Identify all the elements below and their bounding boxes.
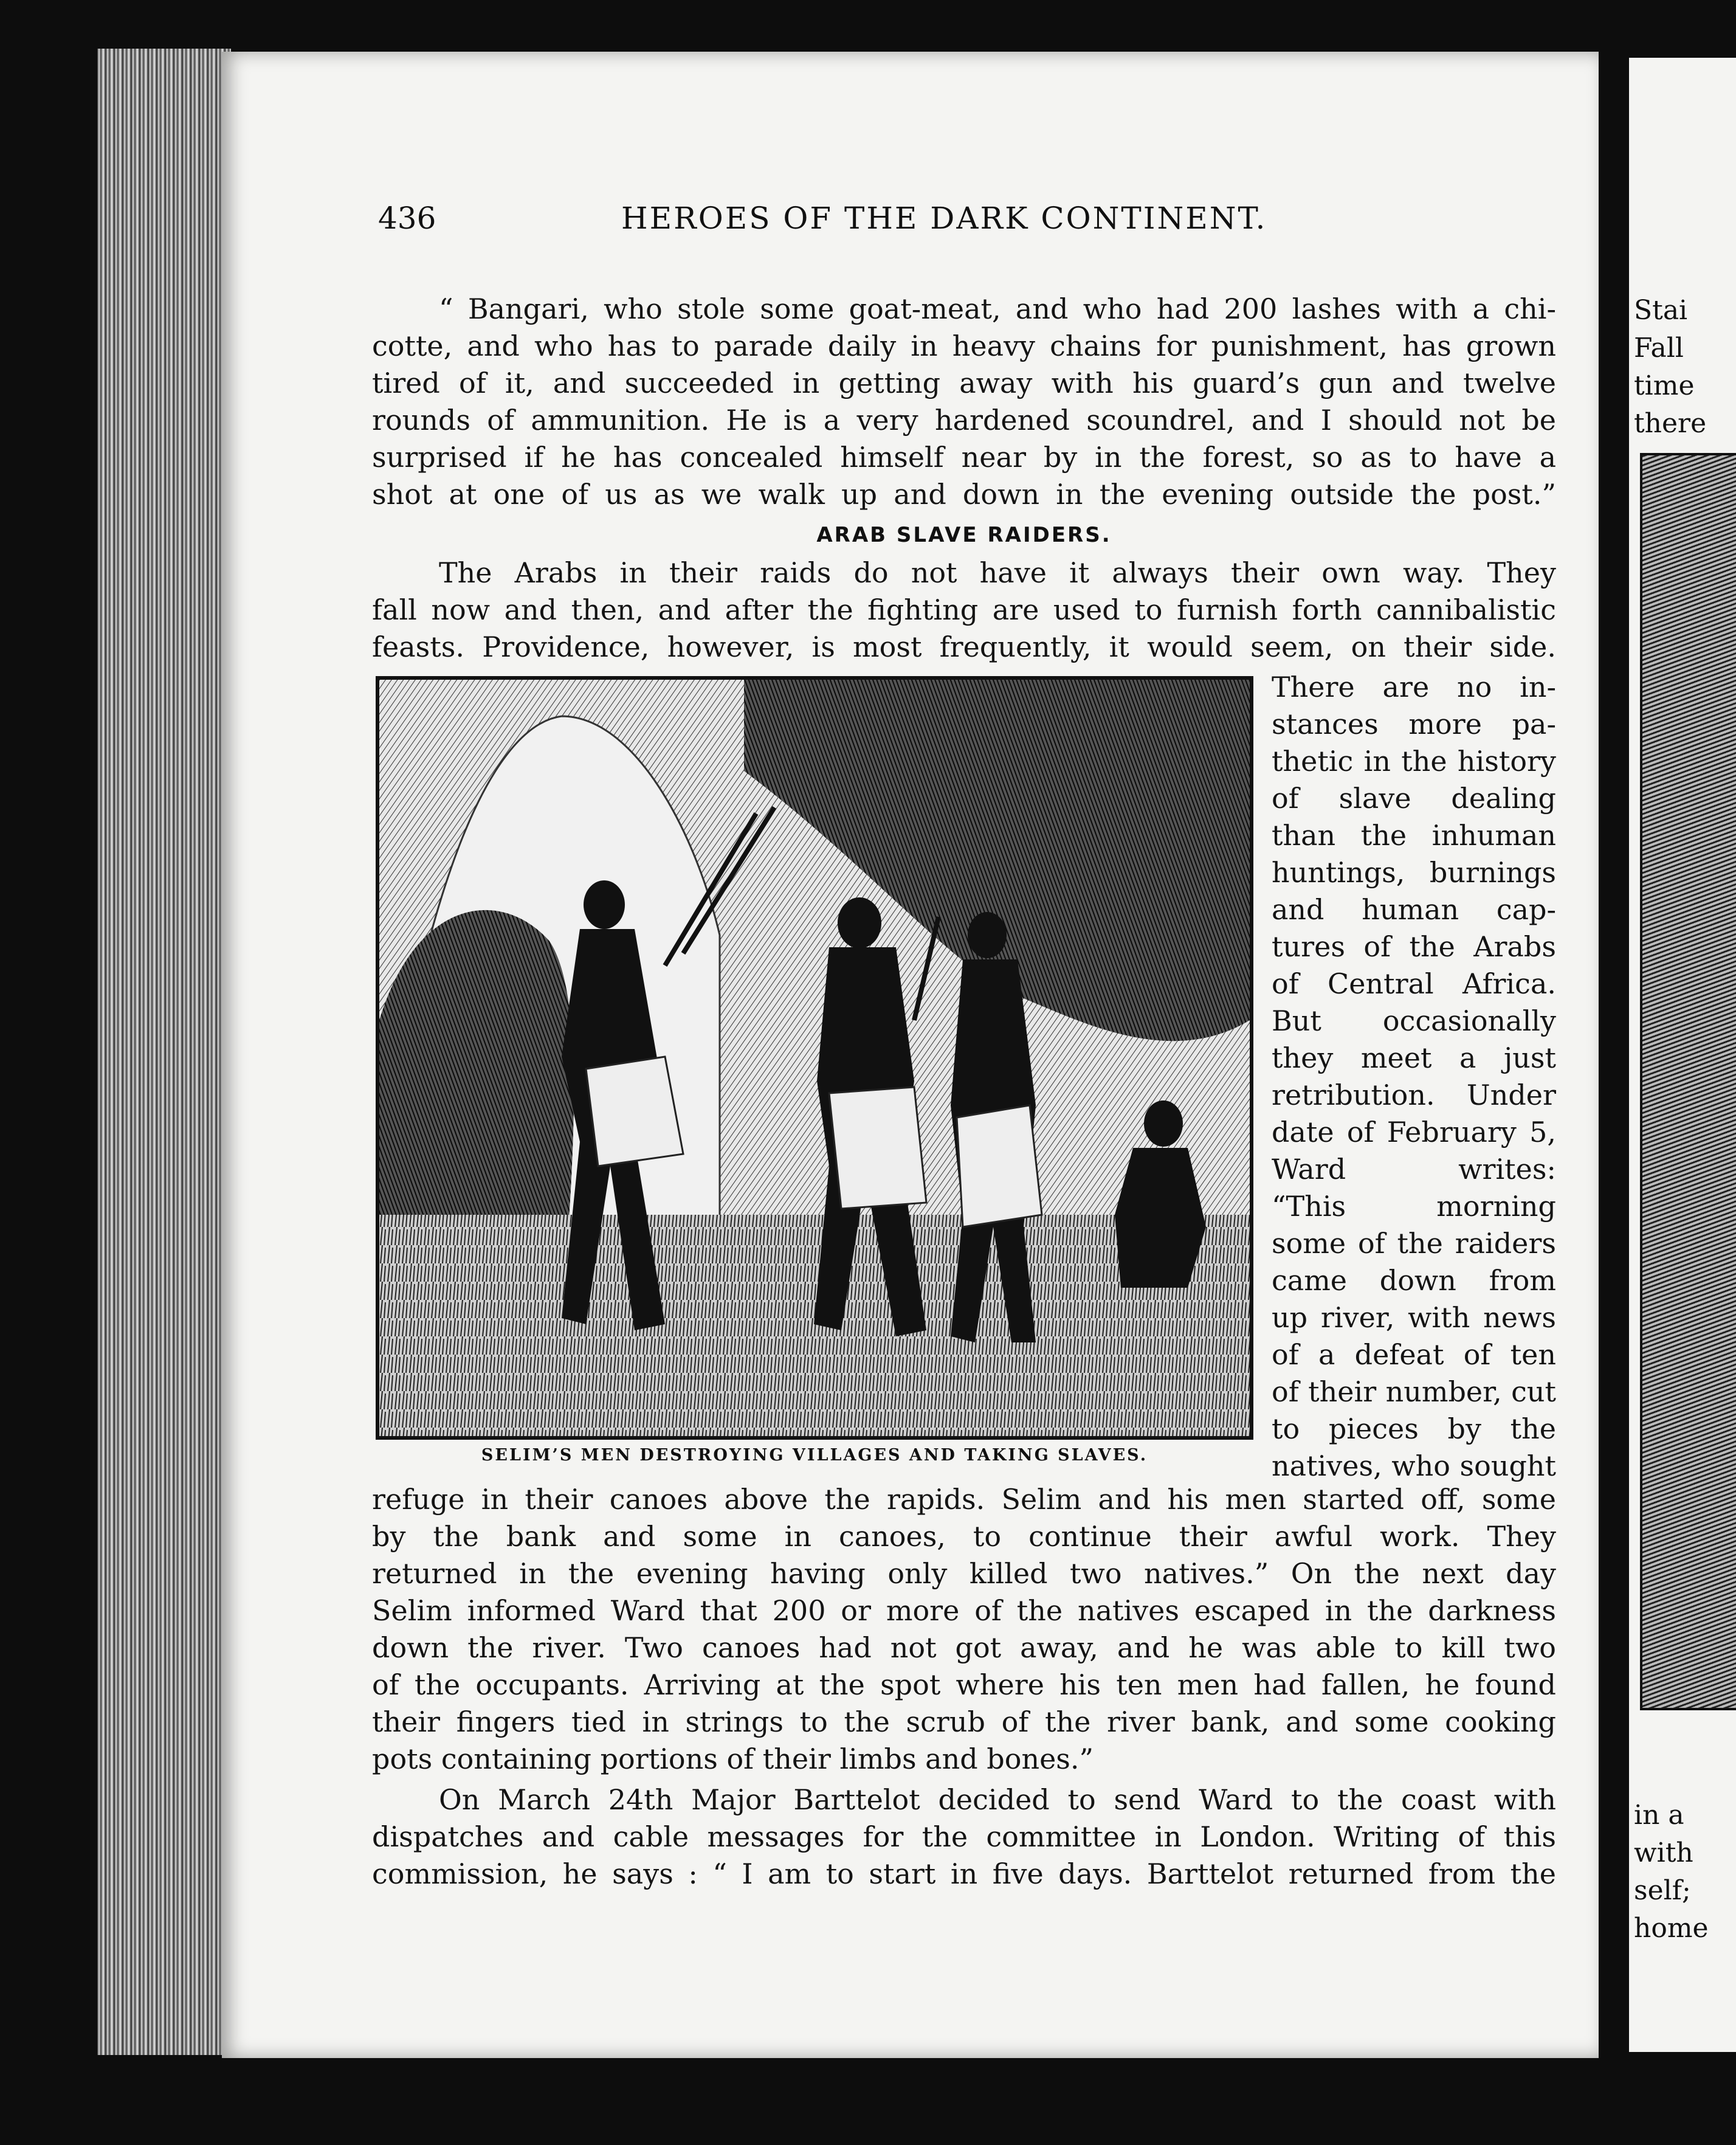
text-line: and human cap- — [1272, 893, 1556, 926]
text-line: surprised if he has concealed himself near by in the forest, so as to have a — [372, 441, 1556, 474]
text-line: There are no in- — [1272, 671, 1556, 703]
text-line: of their number, cut — [1272, 1375, 1556, 1408]
text-line: retribution. Under — [1272, 1079, 1556, 1111]
section-heading: ARAB SLAVE RAIDERS. — [816, 523, 1112, 547]
text-line: returned in the evening having only killed two natives.” On the next day — [372, 1557, 1556, 1590]
text-line: cotte, and who has to parade daily in heavy chains for punishment, has grown — [372, 330, 1556, 362]
facing-page-text-bottom-2: with — [1634, 1837, 1693, 1868]
text-line: On March 24th Major Barttelot decided to send Ward to the coast with — [439, 1783, 1556, 1816]
facing-page-fragment — [1629, 58, 1736, 2052]
text-line: of Central Africa. — [1272, 967, 1556, 1000]
text-line: rounds of ammunition. He is a very hardened scoundrel, and I should not be — [372, 404, 1556, 437]
text-line: pots containing portions of their limbs and bones.” — [372, 1743, 1094, 1775]
text-line: down the river. Two canoes had not got away, and he was able to kill two — [372, 1631, 1556, 1664]
text-line: “ Bangari, who stole some goat-meat, and who had 200 lashes with a chi- — [439, 292, 1556, 325]
facing-page-illustration — [1640, 453, 1736, 1710]
second-paragraph — [372, 554, 1556, 666]
running-head — [378, 201, 1326, 249]
text-line: of a defeat of ten — [1272, 1338, 1556, 1371]
text-line: of slave dealing — [1272, 782, 1556, 815]
facing-page-text-top-1: Stai — [1634, 295, 1688, 326]
facing-page-text-bottom-3: self; — [1634, 1875, 1691, 1906]
text-line: Ward writes: — [1272, 1153, 1556, 1186]
text-line: date of February 5, — [1272, 1116, 1556, 1148]
text-line: they meet a just — [1272, 1041, 1556, 1074]
text-line: refuge in their canoes above the rapids. Selim and his men started off, some — [372, 1483, 1556, 1516]
text-line: tired of it, and succeeded in getting away with his guard’s gun and twelve — [372, 367, 1556, 399]
text-line: commission, he says : “ I am to start in five days. Barttelot returned from the — [372, 1857, 1556, 1890]
bottom-paragraph — [372, 1481, 1556, 1778]
text-line: tures of the Arabs — [1272, 930, 1556, 963]
facing-page-text-bottom-4: home — [1634, 1913, 1709, 1944]
text-line: shot at one of us as we walk up and down in the evening outside the post.” — [372, 478, 1556, 511]
text-line: of the occupants. Arriving at the spot where his ten men had fallen, he found — [372, 1668, 1556, 1701]
text-line: stances more pa- — [1272, 708, 1556, 741]
text-line: Selim informed Ward that 200 or more of the natives escaped in the darkness — [372, 1594, 1556, 1627]
facing-page-text-top-2: Fall — [1634, 333, 1684, 364]
text-line: to pieces by the — [1272, 1412, 1556, 1445]
book-page-edges — [97, 49, 231, 2055]
engraving-illustration — [376, 676, 1253, 1440]
text-line: than the inhuman — [1272, 819, 1556, 852]
illustration-caption: SELIM’S MEN DESTROYING VILLAGES AND TAKING SLAVES. — [481, 1446, 1148, 1465]
text-line: natives, who sought — [1272, 1449, 1556, 1482]
text-line: came down from — [1272, 1264, 1556, 1297]
text-line: huntings, burnings — [1272, 856, 1556, 889]
text-line: dispatches and cable messages for the committee in London. Writing of this — [372, 1820, 1556, 1853]
text-line: The Arabs in their raids do not have it always their own way. They — [439, 556, 1556, 589]
narrow-text-column — [1272, 669, 1556, 1485]
facing-page-text-top-3: time — [1634, 370, 1695, 401]
text-line: feasts. Providence, however, is most frequently, it would seem, on their side. — [372, 630, 1556, 663]
text-line: by the bank and some in canoes, to continue their awful work. They — [372, 1520, 1556, 1553]
facing-page-text-bottom-1: in a — [1634, 1800, 1684, 1831]
text-line: fall now and then, and after the fighting are used to furnish forth cannibalistic — [372, 593, 1556, 626]
raiders-engraving — [379, 680, 1250, 1436]
running-title: HEROES OF THE DARK CONTINENT. — [621, 201, 1267, 236]
text-line: their fingers tied in strings to the scrub of the river bank, and some cooking — [372, 1705, 1556, 1738]
text-line: up river, with news — [1272, 1301, 1556, 1334]
text-line: But occasionally — [1272, 1004, 1556, 1037]
text-line: thetic in the history — [1272, 745, 1556, 778]
text-line: some of the raiders — [1272, 1227, 1556, 1260]
facing-page-text-top-4: there — [1634, 408, 1707, 439]
top-paragraph — [372, 291, 1556, 513]
last-paragraph — [372, 1781, 1556, 1893]
page-number: 436 — [378, 201, 436, 236]
text-line: “This morning — [1272, 1190, 1556, 1223]
